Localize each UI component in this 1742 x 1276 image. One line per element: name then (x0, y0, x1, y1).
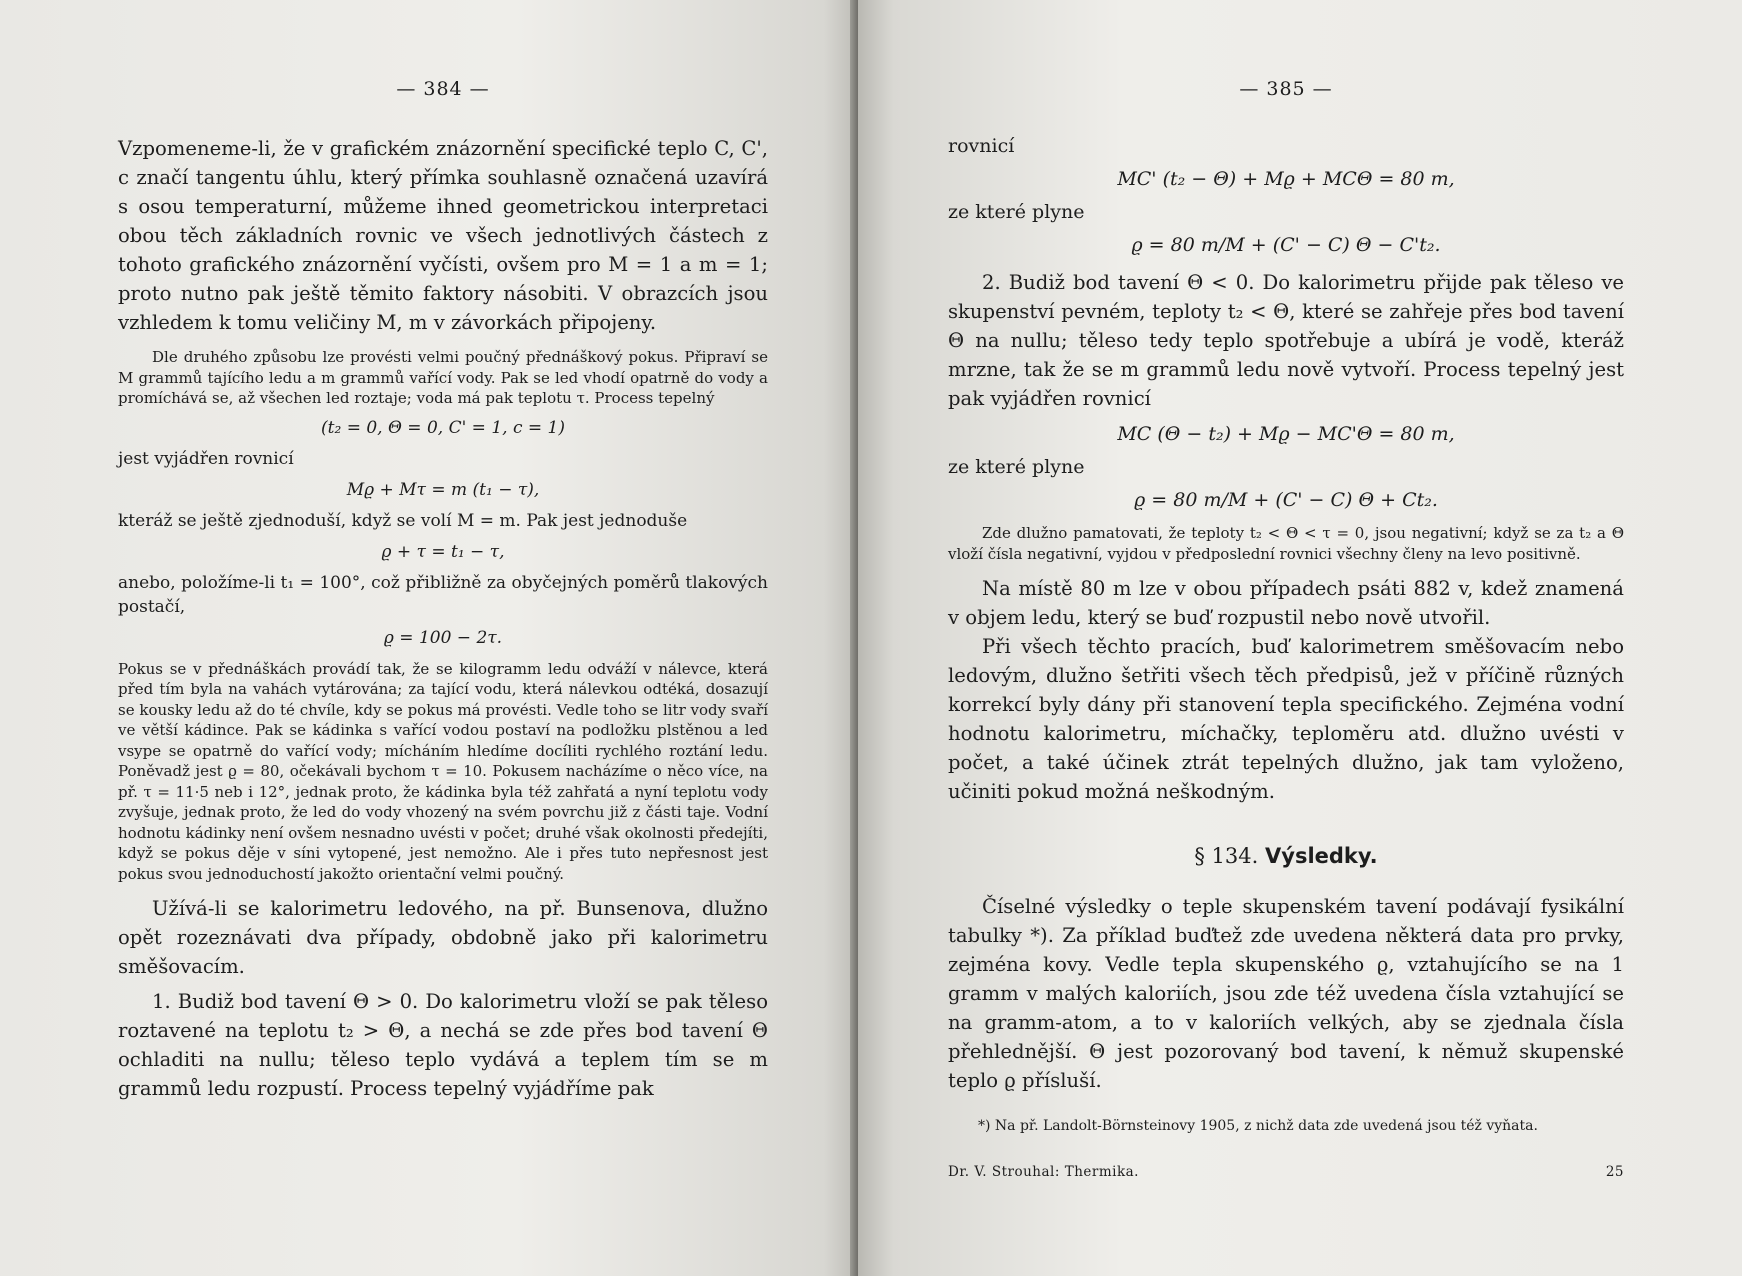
page-number-left: — 384 — (396, 78, 490, 100)
equation: ϱ = 80 m/M + (C' − C) Θ − C't₂. (1131, 234, 1441, 256)
equation: (t₂ = 0, Θ = 0, C' = 1, c = 1) (321, 417, 565, 438)
equation: ϱ = 80 m/M + (C' − C) Θ + Ct₂. (1134, 489, 1438, 511)
section-heading (948, 844, 1624, 868)
equation: Mϱ + Mτ = m (t₁ − τ), (346, 479, 540, 500)
equation-lead: ze které plyne (948, 456, 1085, 478)
paragraph-small: Dle druhého způsobu lze provésti velmi poučný přednáškový pokus. Připraví se M grammů tajícího ledu a m grammů vařící vody. Pak se led vhodí opatrně do vody a promíchává se, až všechen led roztaje; voda má pak teplotu τ. Process tepelný (118, 348, 768, 407)
paragraph: Vzpomeneme-li, že v grafickém znázornění specifické teplo C, C', c značí tangentu úhlu, který přímka souhlasně označená uzavírá s osou temperaturní, můžeme ihned geometrickou interpretaci obou těch základních rovnic ve všech jednotlivých částech z tohoto grafického znázornění vyčísti, ovšem pro M = 1 a m = 1; proto nutno pak ještě těmito faktory násobiti. V obrazcích jsou vzhledem k tomu veličiny M, m v závorkách připojeny. (118, 137, 768, 334)
right-page (858, 0, 1742, 1276)
footnote: *) Na př. Landolt-Börnsteinovy 1905, z nichž data zde uvedená jsou též vyňata. (978, 1118, 1538, 1134)
equation: MC (Θ − t₂) + Mϱ − MC'Θ = 80 m, (1117, 423, 1455, 445)
section-number: § 134. (1194, 844, 1259, 868)
equation: ϱ + τ = t₁ − τ, (381, 541, 505, 562)
paragraph-small: Pokus se v přednáškách provádí tak, že se kilogramm ledu odváží v nálevce, která před tím byla na vahách vytárována; za tající vodu, která nálevkou odtéká, dosazují se kousky ledu až do té chvíle, kdy se pokus má provésti. Vedle toho se litr vody svaří ve větší kádince. Pak se kádinka s vařící vodou postaví na podložku plstěnou a led vsype se opatrně do vařící vody; mícháním hledíme docíliti rychlého roztání ledu. Poněvadž jest ϱ = 80, očekávali bychom τ = 10. Pokusem nacházíme o něco více, na př. τ = 11·5 neb i 12°, jednak proto, že kádinka byla též zahřatá a nyní teplotu vody zvyšuje, jednak proto, že led do vody vhozený na svém povrchu již z části taje. Vodní hodnotu kádinky není ovšem nesnadno uvésti v počet; druhé však okolnosti předejíti, když se pokus děje v síni vytopené, jest nemožno. Ale i přes tuto nepřesnost jest pokus svou jednoduchostí jakožto orientační velmi poučný. (118, 659, 768, 883)
page-footer (948, 1164, 1624, 1180)
paragraph: Při všech těchto pracích, buď kalorimetrem směšovacím nebo ledovým, dlužno šetřiti všech těch předpisů, jež v příčině různých korrekcí byly dány při stanovení tepla specifického. Zejména vodní hodnotu kalorimetru, míchačky, teploměru atd. dlužno uvésti v počet, a také účinek ztrát tepelných dlužno, jak tam vyloženo, učiniti pokud možná neškodným. (948, 635, 1624, 803)
paragraph: 2. Budiž bod tavení Θ < 0. Do kalorimetru přijde pak těleso ve skupenství pevném, teploty t₂ < Θ, které se zahřeje přes bod tavení Θ na nullu; těleso tedy teplo spotřebuje a ubírá je vodě, kteráž mrzne, tak že se m grammů ledu nově vytvoří. Process tepelný jest pak vyjádřen rovnicí (948, 271, 1624, 410)
running-footer: Dr. V. Strouhal: Thermika. (948, 1164, 1139, 1180)
paragraph: Číselné výsledky o teple skupenském tavení podávají fysikální tabulky *). Za příklad buďtež zde uvedena některá data pro prvky, zejména kovy. Vedle tepla skupenského ϱ, vztahujícího se na 1 gramm v malých kaloriích, jsou zde též uvedena čísla vztahující se na gramm-atom, a to v kaloriích velkých, aby se zjednala čísla přehlednější. Θ jest pozorovaný bod tavení, k němuž skupenské teplo ϱ přísluší. (948, 895, 1624, 1092)
equation-lead: kteráž se ještě zjednoduší, když se volí M = m. Pak jest jednoduše (118, 510, 688, 531)
equation-lead: jest vyjádřen rovnicí (118, 448, 294, 469)
equation: ϱ = 100 − 2τ. (383, 627, 503, 648)
paragraph: 1. Budiž bod tavení Θ > 0. Do kalorimetru vloží se pak těleso roztavené na teplotu t₂ > Θ, a nechá se zde přes bod tavení Θ ochladiti na nullu; těleso teplo vydává a teplem tím se m grammů ledu rozpustí. Process tepelný vyjádříme pak (118, 990, 768, 1100)
page-number-right: — 385 — (1239, 78, 1333, 100)
signature-mark: 25 (1605, 1164, 1624, 1180)
paragraph: Na místě 80 m lze v obou případech psáti 882 v, kdež znamená v objem ledu, který se buď rozpustil nebo nově utvořil. (948, 577, 1624, 629)
equation-lead: ze které plyne (948, 201, 1085, 223)
paragraph-small: Zde dlužno pamatovati, že teploty t₂ < Θ < τ = 0, jsou negativní; když se za t₂ a Θ vloží čísla negativní, vyjdou v předposlední rovnici všechny členy na levo positivně. (948, 524, 1624, 563)
equation-lead: anebo, položíme-li t₁ = 100°, což přibližně za obyčejných poměrů tlakových postačí, (118, 572, 768, 617)
left-page (0, 0, 858, 1276)
equation: MC' (t₂ − Θ) + Mϱ + MCΘ = 80 m, (1117, 168, 1455, 190)
equation-lead: rovnicí (948, 135, 1015, 157)
paragraph: Užívá-li se kalorimetru ledového, na př. Bunsenova, dlužno opět rozeznávati dva případy, obdobně jako při kalorimetru směšovacím. (118, 897, 768, 978)
section-title: Výsledky. (1265, 844, 1378, 868)
